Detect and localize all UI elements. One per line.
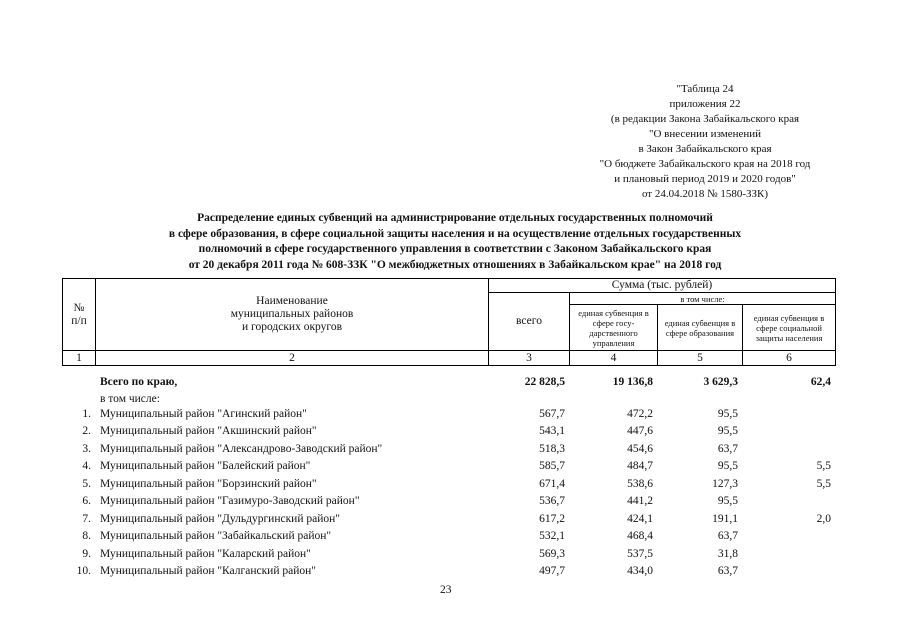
row-total: 617,2	[539, 512, 565, 525]
row-total: 567,7	[539, 407, 565, 420]
row-soc	[742, 493, 835, 511]
row-total: 569,3	[539, 547, 565, 560]
header-sub-gov: единая субвенция в сфере госу-дарственного управления	[570, 305, 658, 351]
table-row	[62, 511, 835, 529]
row-edu: 63,7	[717, 565, 738, 577]
row-name: Муниципальный район "Акшинский район"	[100, 425, 317, 437]
row-gov: 424,1	[627, 512, 653, 525]
table-row	[62, 528, 835, 546]
note-line: приложения 22	[669, 98, 741, 110]
title-line: от 20 декабря 2011 года № 608-ЗЗК "О межбюджетных отношениях в Забайкальском крае" на 2018 год	[188, 258, 722, 271]
row-edu: 95,5	[717, 460, 738, 472]
total-sum: 22 828,5	[524, 376, 565, 388]
row-name: Муниципальный район "Александрово-Заводский район"	[100, 442, 383, 455]
row-gov: 472,2	[627, 407, 653, 420]
row-name: Муниципальный район "Забайкальский район"	[100, 530, 332, 542]
table-row	[62, 563, 835, 581]
header-name-cell	[96, 279, 489, 351]
row-soc: 5,5	[816, 460, 831, 472]
row-number: 6.	[82, 495, 91, 507]
header-including: в том числе:	[570, 293, 836, 305]
row-total: 536,7	[539, 495, 565, 507]
row-gov: 454,6	[627, 442, 653, 455]
header-col-number: 3	[489, 351, 570, 366]
row-soc	[742, 546, 835, 564]
table-row	[62, 493, 835, 511]
row-total: 543,1	[539, 425, 565, 437]
note-line: в Закон Забайкальского края	[638, 143, 772, 155]
row-soc	[742, 563, 835, 581]
row-number: 5.	[82, 477, 91, 490]
row-total: 585,7	[539, 460, 565, 472]
row-number: 10.	[76, 565, 91, 577]
header-number-cell	[63, 279, 96, 351]
row-gov: 434,0	[627, 565, 653, 577]
header-col-number: 1	[63, 351, 96, 366]
row-total: 532,1	[539, 530, 565, 542]
note-line: от 24.04.2018 № 1580-ЗЗК)	[641, 188, 769, 200]
note-line: "О бюджете Забайкальского края на 2018 год	[599, 158, 811, 170]
row-number: 8.	[82, 530, 91, 542]
header-col-number: 6	[743, 351, 836, 366]
row-gov: 538,6	[627, 477, 653, 490]
header-sub-edu: единая субвенция в сфере образования	[658, 305, 743, 351]
row-soc	[742, 406, 835, 424]
table-row	[62, 441, 835, 459]
header-name: Наименование муниципальных районов и городских округов	[230, 295, 354, 333]
note-line: "О внесении изменений	[648, 128, 762, 140]
total-label: Всего по краю,	[100, 376, 178, 388]
header-sum: Сумма (тыс. рублей)	[489, 279, 836, 293]
total-soc: 62,4	[810, 376, 831, 388]
data-table	[62, 374, 835, 581]
table-row	[62, 423, 835, 441]
title-line: Распределение единых субвенций на администрирование отдельных государственных полномочий	[197, 212, 713, 224]
row-total: 518,3	[539, 442, 565, 455]
row-soc	[742, 423, 835, 441]
total-edu: 3 629,3	[703, 376, 738, 388]
row-soc: 5,5	[816, 477, 831, 490]
table-row	[62, 546, 835, 564]
row-edu: 63,7	[717, 442, 738, 455]
row-edu: 95,5	[717, 425, 738, 437]
row-soc	[742, 441, 835, 459]
row-number: 7.	[82, 512, 91, 525]
row-gov: 484,7	[627, 460, 653, 472]
row-name: Муниципальный район "Калганский район"	[100, 565, 316, 577]
total-row	[62, 374, 835, 392]
row-edu: 63,7	[717, 530, 738, 542]
total-sublabel: в том числе:	[100, 392, 160, 405]
note-line: и плановый период 2019 и 2020 годов"	[614, 173, 796, 185]
title-line: в сфере образования, в сфере социальной защиты населения и на осуществление отдельных государственных	[168, 227, 742, 240]
row-name: Муниципальный район "Газимуро-Заводский район"	[100, 495, 360, 507]
header-col-number: 4	[570, 351, 658, 366]
table-row	[62, 476, 835, 494]
row-number: 3.	[82, 442, 91, 455]
title-line: полномочий в сфере государственного управления в соответствии с Законом Забайкальского края	[198, 243, 712, 255]
row-gov: 537,5	[627, 547, 653, 560]
row-edu: 191,1	[712, 512, 738, 525]
row-number: 9.	[82, 547, 91, 560]
table-header	[62, 278, 836, 366]
row-name: Муниципальный район "Балейский район"	[100, 460, 311, 472]
row-number: 2.	[82, 425, 91, 437]
table-row	[62, 458, 835, 476]
note-line: (в редакции Закона Забайкальского края	[610, 113, 800, 125]
note-line: "Таблица 24	[676, 83, 734, 95]
header-col-number: 5	[658, 351, 743, 366]
row-name: Муниципальный район "Дульдургинский район"	[100, 512, 340, 525]
appendix-note	[560, 82, 850, 202]
row-name: Муниципальный район "Борзинский район"	[100, 477, 317, 490]
header-number: № п/п	[71, 301, 87, 327]
row-gov: 441,2	[627, 495, 653, 507]
row-total: 671,4	[539, 477, 565, 490]
header-total: всего	[489, 293, 570, 351]
header-col-number: 2	[96, 351, 489, 366]
page-number: 23	[440, 584, 452, 596]
row-edu: 95,5	[717, 407, 738, 420]
total-subrow	[62, 392, 835, 406]
header-sub-soc: единая субвенция в сфере социальной защиты населения	[743, 305, 836, 351]
row-number: 4.	[82, 460, 91, 472]
row-name: Муниципальный район "Каларский район"	[100, 547, 311, 560]
row-edu: 31,8	[717, 547, 738, 560]
row-soc	[742, 528, 835, 546]
row-edu: 127,3	[712, 477, 738, 490]
table-row	[62, 406, 835, 424]
row-gov: 447,6	[627, 425, 653, 437]
table-title	[70, 211, 840, 273]
row-number: 1.	[82, 407, 91, 420]
row-edu: 95,5	[717, 495, 738, 507]
total-gov: 19 136,8	[612, 376, 653, 388]
row-gov: 468,4	[627, 530, 653, 542]
row-name: Муниципальный район "Агинский район"	[100, 407, 307, 420]
row-soc: 2,0	[816, 512, 831, 525]
row-total: 497,7	[539, 565, 565, 577]
